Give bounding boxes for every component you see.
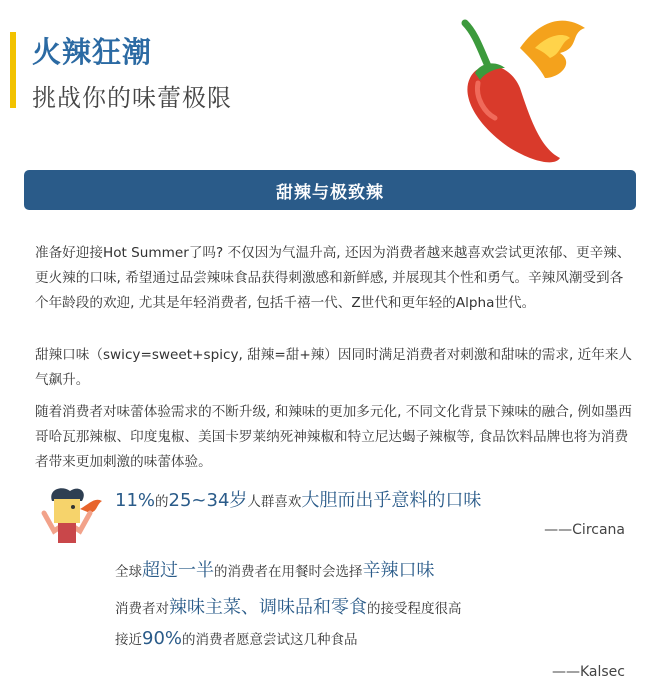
paragraph-intro: 准备好迎接Hot Summer了吗? 不仅因为气温升高, 还因为消费者越来越喜欢尝试更浓郁、更辛辣、更火辣的口味, 希望通过品尝辣味食品获得刺激感和新鲜感, 并展现其个性和勇气。辛辣风潮受到各个年龄段的欢迎, 尤其是年轻消费者, 包括千禧一代、Z世代和更年轻的Alpha世代。 xyxy=(35,245,631,311)
stat-highlight: 辛辣口味 xyxy=(362,560,435,581)
stat-text: 的接受程度很高 xyxy=(367,601,462,617)
stat-highlight: 大胆而出乎意料的口味 xyxy=(301,490,482,511)
paragraph-swicy: 甜辣口味（swicy=sweet+spicy, 甜辣=甜+辣）因同时满足消费者对刺激和甜味的需求, 近年来人气飙升。 xyxy=(35,347,633,388)
stat-text: 消费者对 xyxy=(115,601,169,617)
stat-highlight: 25~34岁 xyxy=(168,490,248,511)
source-kalsec: ——Kalsec xyxy=(551,664,625,680)
chef-spicy-icon xyxy=(40,483,105,545)
stat-text: 的消费者在用餐时会选择 xyxy=(214,564,363,580)
stat-highlight: 辣味主菜、调味品和零食 xyxy=(169,597,367,618)
stat-text: 的消费者愿意尝试这几种食品 xyxy=(182,632,358,648)
stat-line-2 xyxy=(115,556,435,582)
stat-line-4 xyxy=(115,628,358,649)
page-subtitle: 挑战你的味蕾极限 xyxy=(32,84,232,112)
paragraph-fusion: 随着消费者对味蕾体验需求的不断升级, 和辣味的更加多元化, 不同文化背景下辣味的融合, 例如墨西哥哈瓦那辣椒、印度鬼椒、美国卡罗莱纳死神辣椒和特立尼达蝎子辣椒等, 食品饮料品牌也将为消费者带来更加刺激的味蕾体验。 xyxy=(35,404,632,470)
chili-pepper-icon xyxy=(450,8,595,168)
stat-highlight: 90% xyxy=(142,628,183,649)
source-circana: ——Circana xyxy=(544,522,625,538)
stat-highlight: 超过一半 xyxy=(142,560,214,581)
page-title: 火辣狂潮 xyxy=(32,35,153,69)
stat-text: 的 xyxy=(155,494,169,510)
stat-highlight: 11% xyxy=(115,490,156,511)
section-banner: 甜辣与极致辣 xyxy=(24,170,636,210)
stat-line-1 xyxy=(115,486,481,512)
stat-text: 接近 xyxy=(115,632,142,648)
stat-text: 人群喜欢 xyxy=(247,494,302,510)
stat-line-3 xyxy=(115,593,462,619)
accent-bar xyxy=(10,32,16,108)
stat-text: 全球 xyxy=(115,564,142,580)
